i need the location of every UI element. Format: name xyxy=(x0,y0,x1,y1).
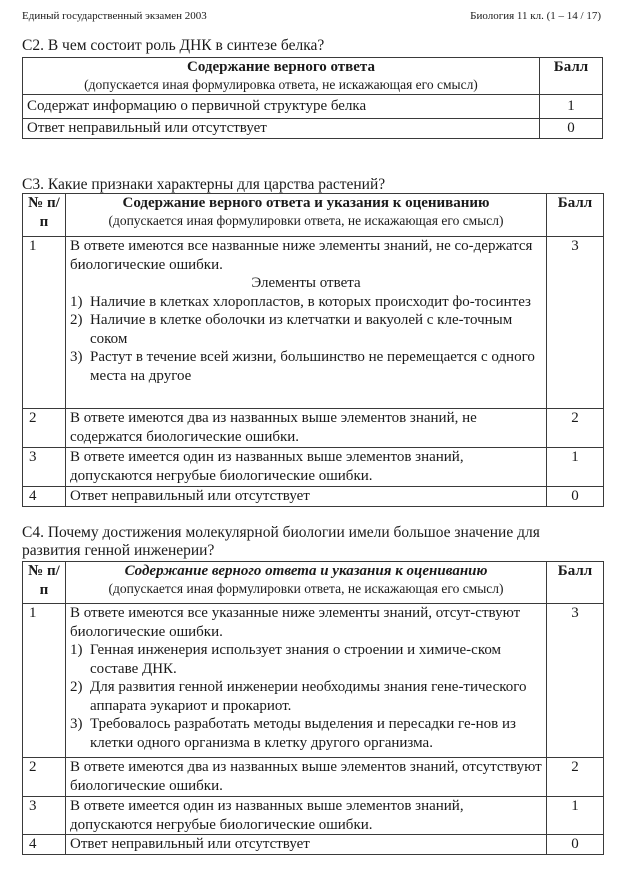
table-row xyxy=(23,409,604,448)
question-c3: С3. Какие признаки характерны для царства растений? xyxy=(22,176,386,193)
answer-score: 0 xyxy=(540,119,603,139)
answer-element: 3) Растут в течение всей жизни, большинство не перемещается с одного места на другое xyxy=(70,349,535,384)
answer-score: 2 xyxy=(547,758,604,797)
answer-text: Ответ неправильный или отсутствует xyxy=(23,119,540,139)
row-number: 3 xyxy=(23,797,66,835)
answer-text: В ответе имеются все названные ниже элементы знаний, не со-держатся биологические ошибки. xyxy=(70,238,533,273)
answer-text: Ответ неправильный или отсутствует xyxy=(66,487,547,507)
answer-score: 1 xyxy=(547,448,604,487)
table-row xyxy=(23,758,604,797)
answer-element: 1) Генная инженерия использует знания о строении и химиче-ском составе ДНК. xyxy=(70,642,502,677)
answer-text: В ответе имеются все указанные ниже элементы знаний, отсут-ствуют биологические ошибки. xyxy=(70,605,521,640)
answer-text: В ответе имеется один из названных выше элементов знаний, допускаются негрубые биологические ошибки. xyxy=(66,448,547,487)
score-header: Балл xyxy=(547,562,604,604)
score-header: Балл xyxy=(547,194,604,237)
c2-answer-table xyxy=(22,57,603,139)
table-row xyxy=(23,448,604,487)
row-number: 2 xyxy=(23,758,66,797)
table-row xyxy=(23,835,604,855)
answer-score: 1 xyxy=(547,797,604,835)
content-header: Содержание верного ответа (допускается иная формулировка ответа, не искажающая его смысл) xyxy=(23,58,540,95)
answer-content xyxy=(66,604,547,758)
answer-element: 2) Для развития генной инженерии необходимы знания гене-тического аппарата эукариот и прокариот. xyxy=(70,679,527,714)
row-number: 4 xyxy=(23,835,66,855)
num-header: № п/п xyxy=(23,562,66,604)
table-row xyxy=(23,95,603,119)
answer-element: 2) Наличие в клетке оболочки из клетчатки и вакуолей с кле-точным соком xyxy=(70,312,513,347)
content-header: Содержание верного ответа и указания к оцениванию (допускается иная формулировки ответа, не искажающая его смысл) xyxy=(66,562,547,604)
answer-text: В ответе имеются два из названных выше элементов знаний, отсутствуют биологические ошибки. xyxy=(66,758,547,797)
content-header: Содержание верного ответа и указания к оцениванию (допускается иная формулировки ответа, не искажающая его смысл) xyxy=(66,194,547,237)
table-header-row xyxy=(23,562,604,604)
answer-score: 0 xyxy=(547,487,604,507)
answer-text: В ответе имеются два из названных выше элементов знаний, не содержатся биологические ошибки. xyxy=(66,409,547,448)
answer-element: 1) Наличие в клетках хлоропластов, в которых происходит фо-тосинтез xyxy=(70,293,531,310)
table-header-row xyxy=(23,58,603,95)
answer-score: 0 xyxy=(547,835,604,855)
c3-answer-table xyxy=(22,193,604,507)
answer-text: Содержат информацию о первичной структуре белка xyxy=(23,95,540,119)
answer-score: 2 xyxy=(547,409,604,448)
row-number: 1 xyxy=(23,604,66,758)
exam-title: Единый государственный экзамен 2003 xyxy=(22,10,207,22)
answer-text: Ответ неправильный или отсутствует xyxy=(66,835,547,855)
table-row xyxy=(23,119,603,139)
row-number: 3 xyxy=(23,448,66,487)
answer-element: 3) Требовалось разработать методы выделения и пересадки ге-нов из клетки одного организма в клетку другого организма. xyxy=(70,716,516,751)
table-row xyxy=(23,487,604,507)
answer-score: 1 xyxy=(540,95,603,119)
answer-content xyxy=(66,237,547,409)
question-c4: С4. Почему достижения молекулярной биологии имели большое значение для развития генной инженерии? xyxy=(22,524,540,559)
table-row xyxy=(23,237,604,409)
row-number: 1 xyxy=(23,237,66,409)
answer-score: 3 xyxy=(547,237,604,409)
score-header: Балл xyxy=(540,58,603,95)
row-number: 2 xyxy=(23,409,66,448)
answer-text: В ответе имеется один из названных выше элементов знаний, допускаются негрубые биологические ошибки. xyxy=(66,797,547,835)
elements-title: Элементы ответа xyxy=(251,275,361,291)
question-c2: С2. В чем состоит роль ДНК в синтезе белка? xyxy=(22,37,325,54)
table-row xyxy=(23,604,604,758)
page-header xyxy=(22,10,601,22)
c4-answer-table xyxy=(22,561,604,855)
table-row xyxy=(23,797,604,835)
subject-page-info: Биология 11 кл. (1 – 14 / 17) xyxy=(470,10,601,22)
table-header-row xyxy=(23,194,604,237)
row-number: 4 xyxy=(23,487,66,507)
answer-score: 3 xyxy=(547,604,604,758)
num-header: № п/п xyxy=(23,194,66,237)
